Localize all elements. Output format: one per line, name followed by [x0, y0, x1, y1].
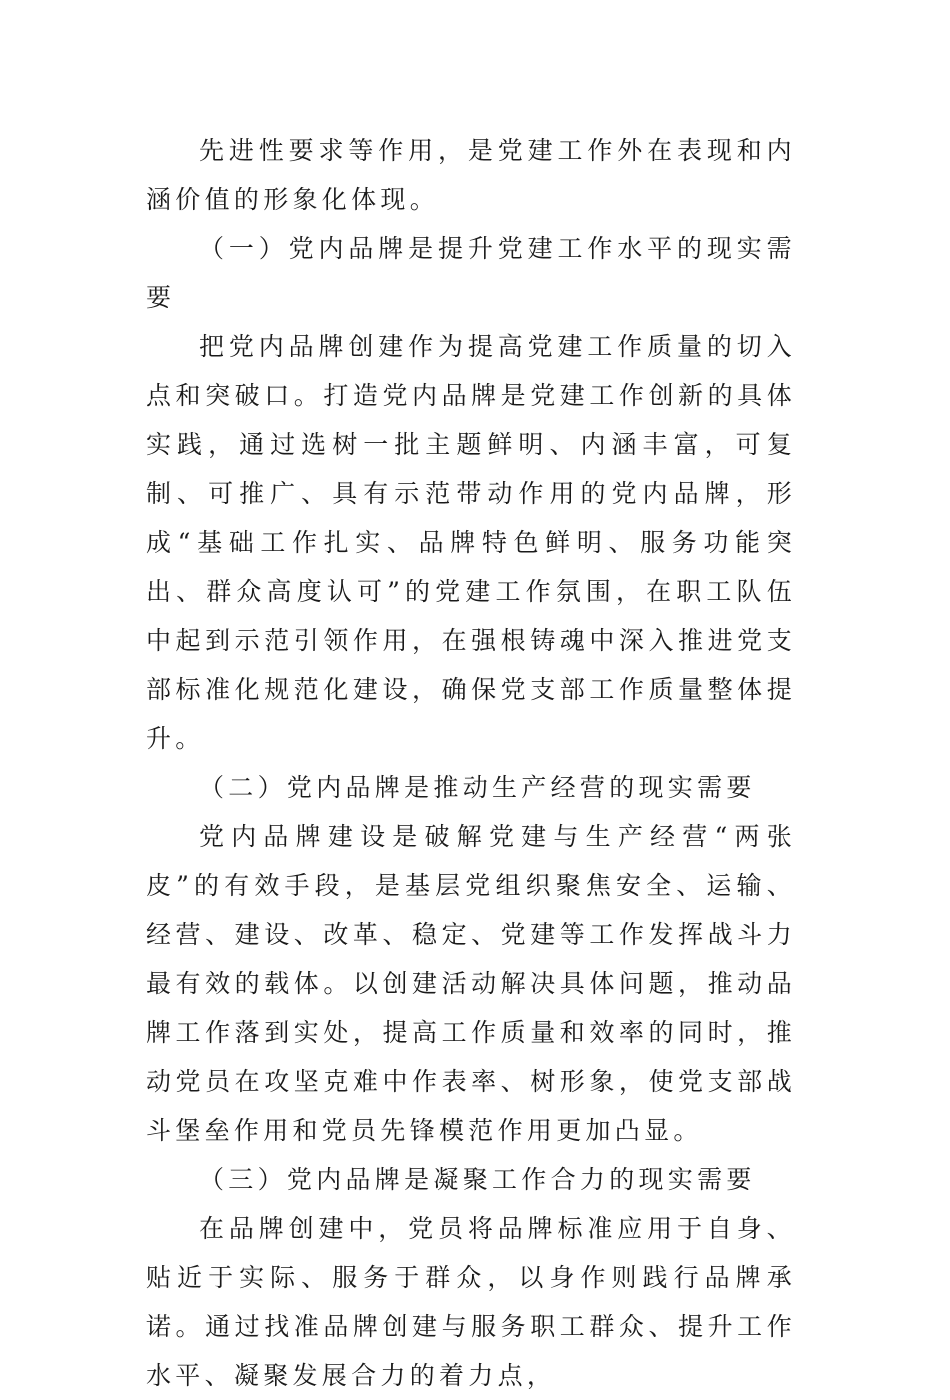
section-heading-3: （三）党内品牌是凝聚工作合力的现实需要 — [199, 1165, 756, 1194]
section-heading-1: （一）党内品牌是提升党建工作水平的现实需要 — [146, 234, 796, 312]
section-heading-2: （二）党内品牌是推动生产经营的现实需要 — [199, 773, 756, 802]
document-body — [146, 126, 796, 1400]
body-paragraph: 把党内品牌创建作为提高党建工作质量的切入点和突破口。打造党内品牌是党建工作创新的具体实践，通过选树一批主题鲜明、内涵丰富，可复制、可推广、具有示范带动作用的党内品牌，形成“基础工作扎实、品牌特色鲜明、服务功能突出、群众高度认可”的党建工作氛围，在职工队伍中起到示范引领作用，在强根铸魂中深入推进党支部标准化规范化建设，确保党支部工作质量整体提升。 — [146, 332, 796, 753]
body-paragraph: 先进性要求等作用，是党建工作外在表现和内涵价值的形象化体现。 — [146, 136, 796, 214]
body-paragraph: 党内品牌建设是破解党建与生产经营“两张皮”的有效手段，是基层党组织聚焦安全、运输、经营、建设、改革、稳定、党建等工作发挥战斗力最有效的载体。以创建活动解决具体问题，推动品牌工作落到实处，提高工作质量和效率的同时，推动党员在攻坚克难中作表率、树形象，使党支部战斗堡垒作用和党员先锋模范作用更加凸显。 — [146, 822, 796, 1145]
body-paragraph: 在品牌创建中，党员将品牌标准应用于自身、贴近于实际、服务于群众，以身作则践行品牌承诺。通过找准品牌创建与服务职工群众、提升工作水平、凝聚发展合力的着力点， — [146, 1214, 796, 1390]
